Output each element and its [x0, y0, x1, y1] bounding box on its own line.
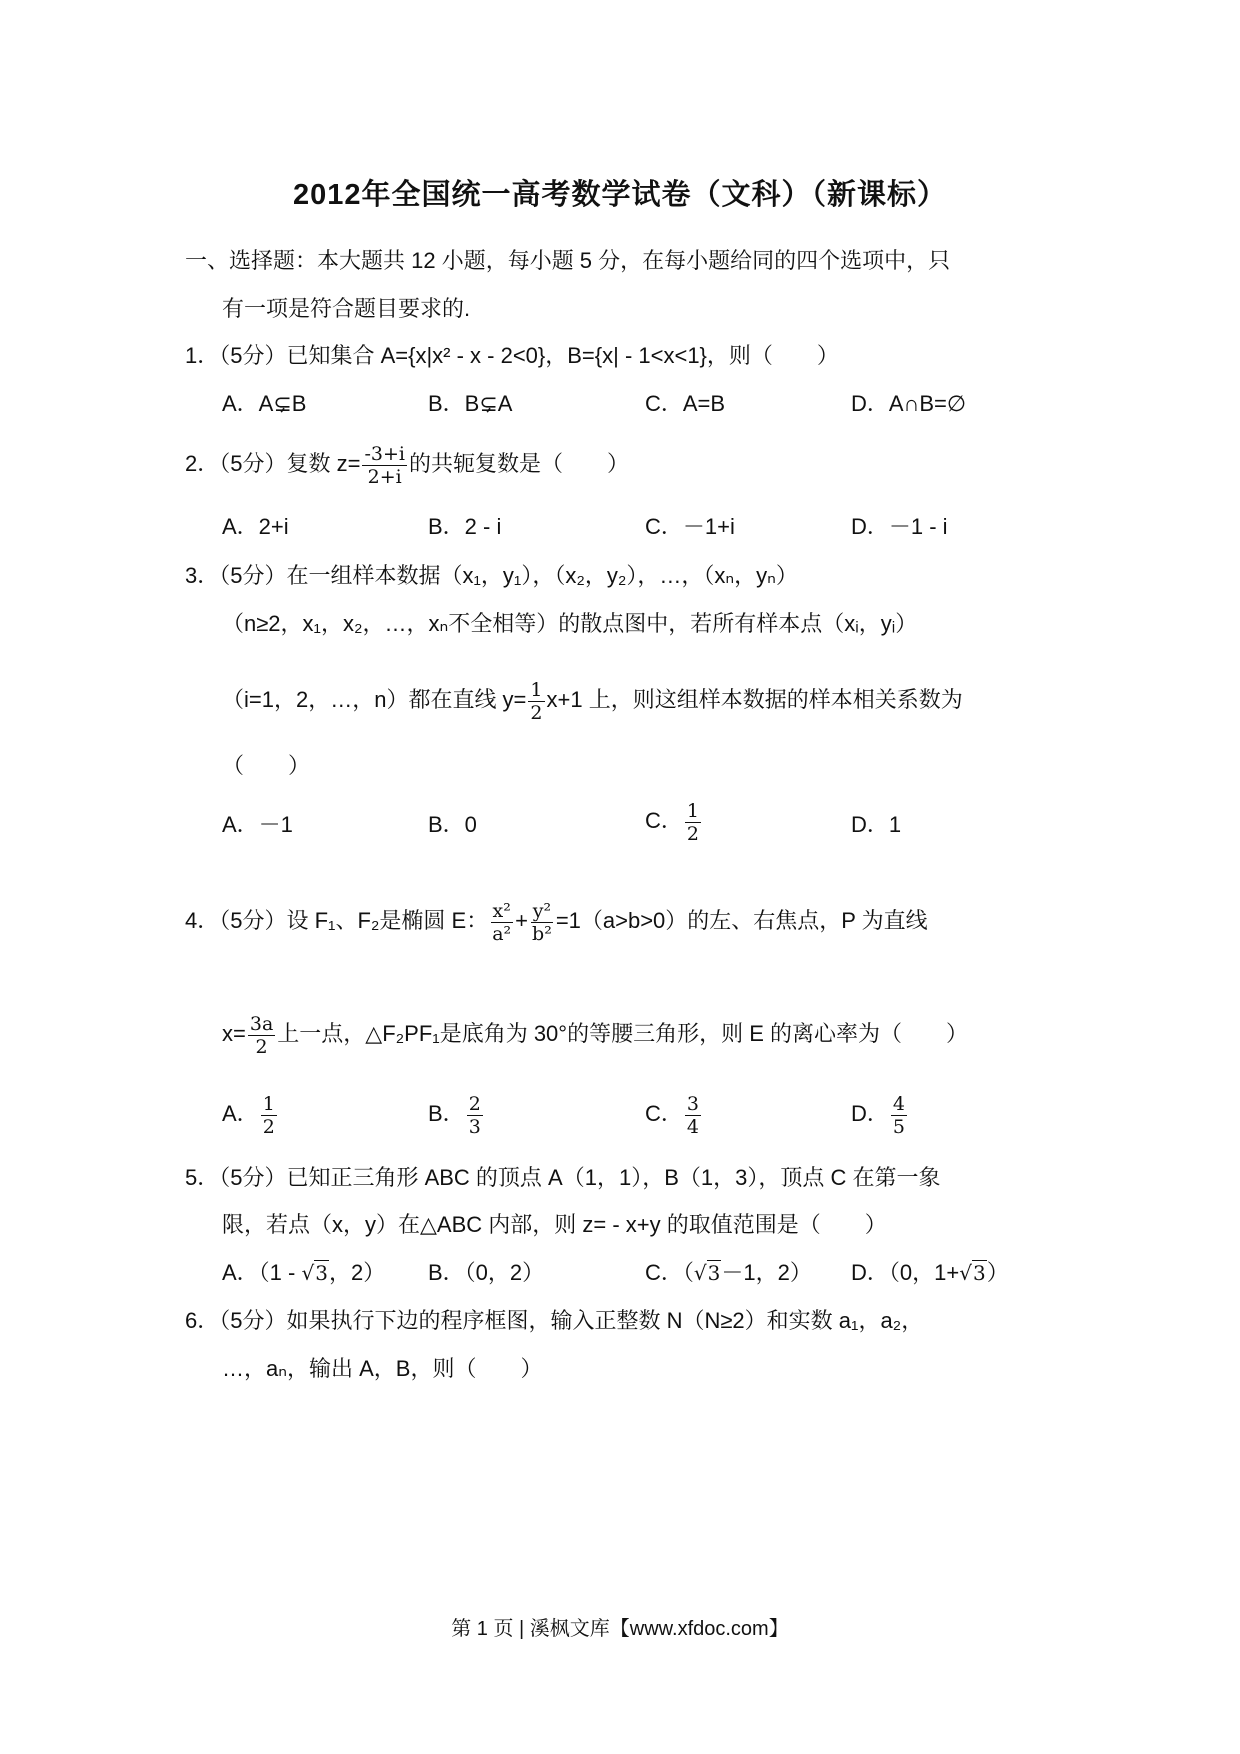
page-title: 2012年全国统一高考数学试卷（文科）（新课标）: [292, 179, 947, 211]
q3-line3-prefix: （i=1，2，…，n）都在直线 y=: [222, 687, 527, 712]
q4-option-d: [851, 1090, 909, 1138]
q1-option-a: A．A⊊B: [222, 391, 307, 416]
q3-option-c: [645, 797, 703, 845]
q4-fraction-3a2: [248, 1014, 275, 1057]
q4-d-fraction: [891, 1094, 907, 1137]
section-heading-line2: 有一项是符合题目要求的.: [222, 296, 471, 321]
q4-d-num: 4: [892, 1092, 905, 1115]
q4-a-den: 2: [262, 1115, 275, 1138]
q4-f3-num: 3a: [249, 1012, 274, 1035]
q4-b-den: 3: [468, 1115, 481, 1138]
q5-d-suffix: ）: [986, 1260, 1009, 1285]
q4-c-fraction: [685, 1094, 701, 1137]
q5-option-b: B．（0，2）: [428, 1260, 545, 1285]
q4-option-b: [428, 1090, 485, 1138]
q1-option-c: C．A=B: [645, 391, 726, 416]
question-5-line2: 限，若点（x，y）在△ABC 内部，则 z= - x+y 的取值范围是（ ）: [222, 1212, 887, 1237]
question-1-stem: 1．（5分）已知集合 A={x|x² - x - 2<0}，B={x| - 1<x<1}，则（ ）: [185, 343, 839, 368]
q5-c-radicand: 3: [707, 1261, 721, 1285]
question-3-line4: （ ）: [222, 753, 311, 778]
question-6-line2: …，aₙ，输出 A，B，则（ ）: [222, 1356, 543, 1381]
sqrt-3: √3: [693, 1261, 721, 1285]
question-4-line1: [185, 895, 928, 947]
q4-f2-num: y²: [532, 899, 552, 922]
q5-a-prefix: A．（1 -: [222, 1260, 302, 1285]
question-3-line3: [222, 676, 963, 724]
q4-plus: +: [515, 908, 529, 933]
q4-line2-suffix: 上一点，△F₂PF₁是底角为 30°的等腰三角形，则 E 的离心率为（ ）: [277, 1021, 968, 1046]
q4-b-fraction: [467, 1094, 483, 1137]
q3-option-a: A．－1: [222, 812, 293, 837]
q2-option-b: B．2 - i: [428, 514, 502, 539]
q4-line2-prefix: x=: [222, 1021, 246, 1046]
q1-option-b: B．B⊊A: [428, 391, 513, 416]
q2-option-d: D．－1 - i: [851, 514, 948, 539]
q5-c-suffix: －1，2）: [721, 1260, 812, 1285]
q4-a-num: 1: [262, 1092, 275, 1115]
question-3-line1: 3．（5分）在一组样本数据（x₁，y₁），（x₂，y₂），…，（xₙ，yₙ）: [185, 563, 798, 588]
q5-option-a: [222, 1258, 385, 1288]
q4-a-fraction: [261, 1094, 277, 1137]
q5-d-prefix: D．（0，1+: [851, 1260, 960, 1285]
q2-frac-num: -3+i: [364, 442, 405, 465]
q4-prefix: 4．（5分）设 F₁、F₂是椭圆 E：: [185, 908, 489, 933]
q4-b-label: B．: [428, 1101, 465, 1126]
q3-slope-fraction: [528, 680, 544, 723]
q5-a-suffix: ，2）: [328, 1260, 386, 1285]
q2-frac-den: 2+i: [367, 465, 402, 488]
question-6-line1: 6．（5分）如果执行下边的程序框图，输入正整数 N（N≥2）和实数 a₁，a₂，: [185, 1308, 924, 1333]
q3-line3-suffix: x+1 上，则这组样本数据的样本相关系数为: [546, 687, 963, 712]
q4-option-c: [645, 1090, 703, 1138]
q2-prefix: 2．（5分）复数 z=: [185, 451, 361, 476]
q4-a-label: A．: [222, 1101, 259, 1126]
q5-a-radicand: 3: [315, 1261, 328, 1285]
q3-frac-den: 2: [530, 701, 543, 724]
q4-c-label: C．: [645, 1101, 683, 1126]
q3-option-d: D．1: [851, 812, 902, 837]
question-5-line1: 5．（5分）已知正三角形 ABC 的顶点 A（1，1），B（1，3），顶点 C 在第一象: [185, 1165, 941, 1190]
q4-suffix: =1（a>b>0）的左、右焦点，P 为直线: [555, 908, 928, 933]
sqrt-3: √3: [301, 1261, 328, 1285]
q4-fraction-y: [530, 901, 554, 944]
q3-option-b: B．0: [428, 812, 477, 837]
q4-d-den: 5: [892, 1115, 905, 1138]
q2-option-a: A．2+i: [222, 514, 289, 539]
question-2-stem: [185, 440, 629, 488]
q4-f1-num: x²: [492, 899, 511, 922]
page-footer: 第 1 页 | 溪枫文库【www.xfdoc.com】: [451, 1618, 789, 1640]
q4-option-a: [222, 1090, 279, 1138]
q3-c-den: 2: [686, 822, 699, 845]
q4-c-num: 3: [686, 1092, 699, 1115]
q3-c-num: 1: [686, 799, 699, 822]
sqrt-3: √3: [959, 1261, 986, 1285]
q5-option-c: [645, 1258, 812, 1288]
question-3-line2: （n≥2，x₁，x₂，…，xₙ不全相等）的散点图中，若所有样本点（xᵢ，yᵢ）: [222, 611, 918, 636]
q4-f1-den: a²: [492, 922, 512, 945]
question-4-line2: [222, 1010, 968, 1058]
q5-option-d: [851, 1258, 1009, 1288]
q2-option-c: C．－1+i: [645, 514, 735, 539]
q3-option-c-label: C．: [645, 808, 683, 833]
q4-f3-den: 2: [255, 1035, 268, 1058]
q3-option-c-fraction: [685, 801, 701, 844]
q4-f2-den: b²: [532, 922, 552, 945]
q1-option-d: D．A∩B=∅: [851, 391, 967, 416]
q4-d-label: D．: [851, 1101, 889, 1126]
q2-fraction: [362, 444, 407, 487]
q4-fraction-x: [490, 901, 513, 944]
q5-c-prefix: C．（: [645, 1260, 694, 1285]
q5-d-radicand: 3: [972, 1261, 986, 1285]
q4-c-den: 4: [686, 1115, 699, 1138]
q3-frac-num: 1: [530, 678, 543, 701]
q2-suffix: 的共轭复数是（ ）: [408, 451, 629, 476]
q4-b-num: 2: [468, 1092, 481, 1115]
section-heading-line1: 一、选择题：本大题共 12 小题，每小题 5 分，在每小题给同的四个选项中，只: [185, 248, 951, 273]
